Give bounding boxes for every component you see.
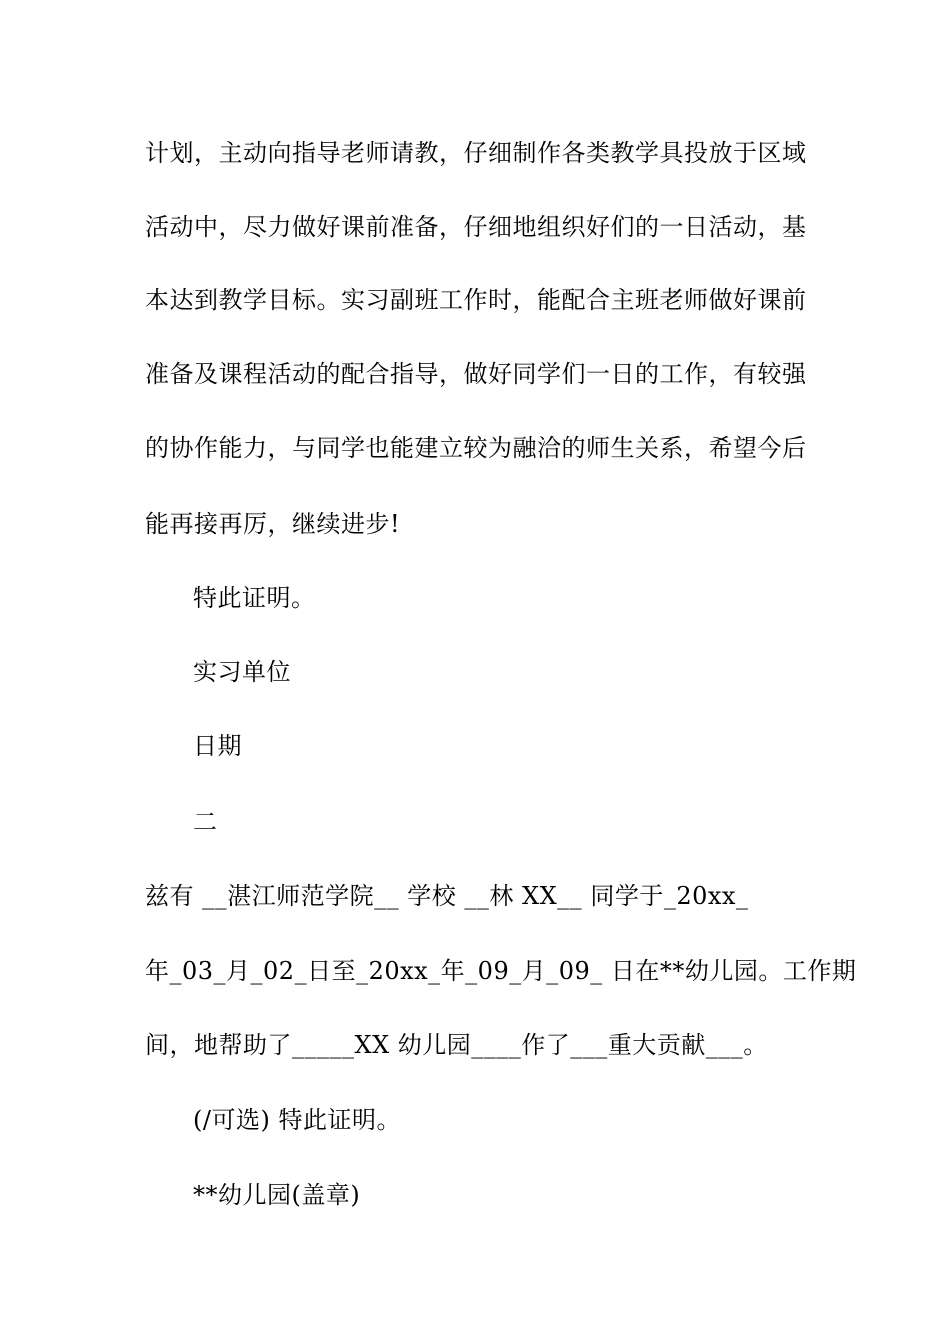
paragraph-line: 兹有 __湛江师范学院__ 学校 __林 XX__ 同学于_20xx_ [145, 882, 749, 910]
paragraph-line: 的协作能力，与同学也能建立较为融洽的师生关系，希望今后 [145, 434, 807, 462]
paragraph-line: 准备及课程活动的配合指导，做好同学们一日的工作，有较强 [145, 360, 807, 388]
paragraph-line: 间，地帮助了_____XX 幼儿园____作了___重大贡献___。 [145, 1031, 768, 1059]
paragraph-line: 能再接再厉，继续进步! [145, 510, 401, 538]
paragraph-line: 活动中，尽力做好课前准备，仔细地组织好们的一日活动，基 [145, 213, 807, 241]
kindergarten-seal-text: **幼儿园(盖章) [193, 1181, 361, 1209]
optional-certify-text: (/可选) 特此证明。 [193, 1106, 401, 1134]
date-label: 日期 [193, 732, 242, 760]
certify-text: 特此证明。 [193, 584, 316, 612]
internship-unit-label: 实习单位 [193, 658, 291, 686]
paragraph-line: 本达到教学目标。实习副班工作时，能配合主班老师做好课前 [145, 286, 807, 314]
section-number: 二 [193, 808, 218, 836]
paragraph-line: 计划，主动向指导老师请教，仔细制作各类教学具投放于区域 [145, 139, 807, 167]
paragraph-line: 年_03_月_02_日至_20xx_年_09_月_09_ 日在**幼儿园。工作期 [145, 957, 857, 985]
